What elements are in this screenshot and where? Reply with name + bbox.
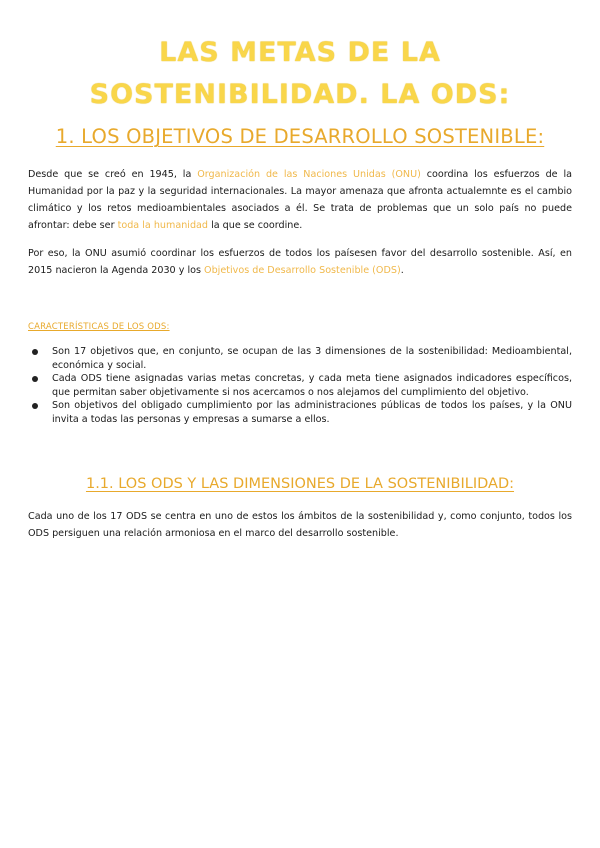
section-2-paragraph-1: Cada uno de los 17 ODS se centra en uno de estos los ámbitos de la sostenibilidad y, como conjunto, todos los ODS persiguen una relación armoniosa en el marco del desarrollo sostenible. [28, 511, 572, 539]
section-1-paragraph-2 [28, 245, 572, 279]
document-title: LAS METAS DE LA SOSTENIBILIDAD. LA ODS: [89, 37, 511, 110]
paragraph-text: Por eso, la ONU asumió coordinar los esfuerzos de todos los paísesen favor del desarrollo sostenible. Así, en 2015 nacieron la Agenda 2030 y los [28, 248, 572, 276]
humanidad-link[interactable]: toda la humanidad [117, 220, 209, 231]
onu-link[interactable]: Organización de las Naciones Unidas (ONU) [197, 169, 421, 180]
section-2-heading: 1.1. LOS ODS Y LAS DIMENSIONES DE LA SOSTENIBILIDAD: [85, 476, 515, 492]
list-item: Son 17 objetivos que, en conjunto, se ocupan de las 3 dimensiones de la sostenibilidad: Medioambiental, económica y social. [28, 345, 572, 372]
list-item: Son objetivos del obligado cumplimiento por las administraciones públicas de todos los países, y la ONU invita a todas las personas y empresas a sumarse a ellos. [28, 399, 572, 426]
paragraph-text: coordina los esfuerzos de la Humanidad por la paz y la seguridad internacionales. La mayor amenaza que afronta actualemnte es el cambio climático y los retos medioambientales asociados a él. Se trata de problemas que un solo país no puede afrontar: debe ser [28, 169, 572, 231]
caracteristicas-list [28, 345, 572, 426]
section-1-paragraph-1 [28, 166, 572, 234]
list-item: Cada ODS tiene asignadas varias metas concretas, y cada meta tiene asignados indicadores específicos, que permitan saber objetivamente si nos acercamos o nos alejamos del cumplimiento del objetivo. [28, 372, 572, 399]
paragraph-text: Desde que se creó en 1945, la [28, 169, 198, 180]
caracteristicas-subheading: CARACTERÍSTICAS DE LOS ODS: [28, 322, 170, 332]
paragraph-text: . [400, 265, 404, 276]
ods-link[interactable]: Objetivos de Desarrollo Sostenible (ODS) [204, 265, 401, 276]
section-1-heading: 1. LOS OBJETIVOS DE DESARROLLO SOSTENIBLE: [55, 125, 545, 148]
paragraph-text: la que se coordine. [208, 220, 303, 231]
